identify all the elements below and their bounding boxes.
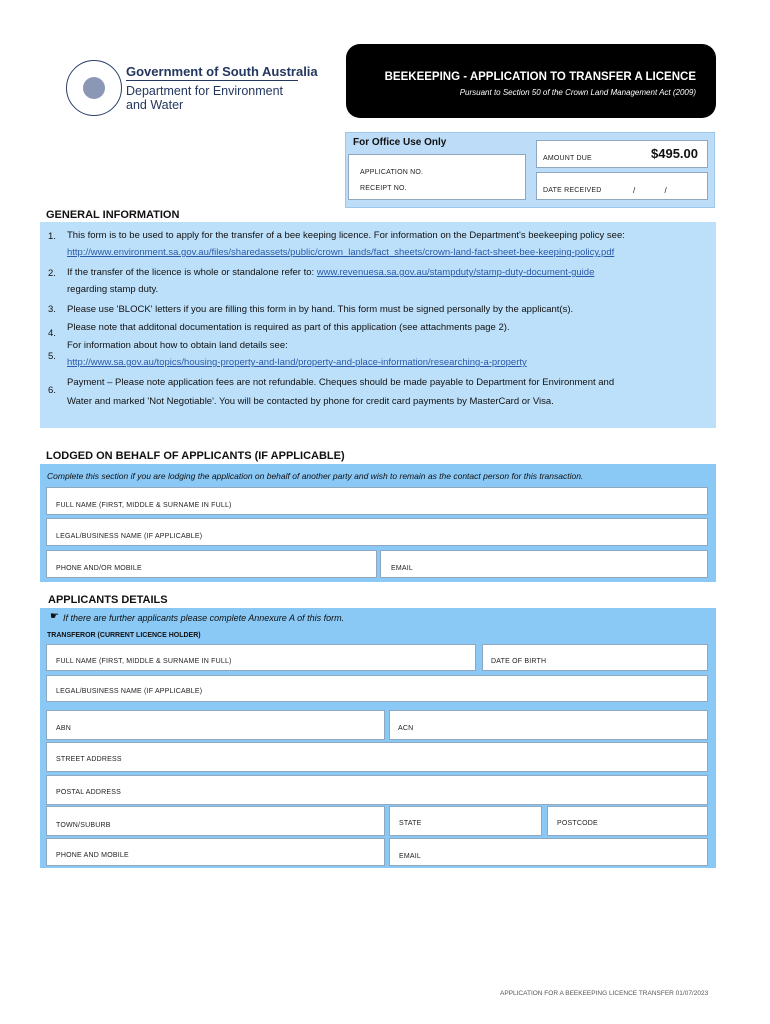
date-separators: / /	[633, 186, 667, 195]
item-text: Payment – Please note application fees are not refundable. Cheques should be made payable to Department for Environment and	[67, 377, 615, 388]
postal-address-label: POSTAL ADDRESS	[56, 789, 122, 796]
town-suburb-field[interactable]	[46, 806, 385, 836]
item-text: For information about how to obtain land details see:	[67, 340, 288, 351]
acn-label: ACN	[398, 725, 414, 732]
abn-label: ABN	[56, 725, 71, 732]
applicants-section-title: APPLICANTS DETAILS	[48, 594, 168, 606]
lodged-business-field[interactable]	[46, 518, 708, 546]
town-suburb-label: TOWN/SUBURB	[56, 822, 111, 829]
lodged-phone-label: PHONE AND/OR MOBILE	[56, 565, 142, 572]
item-number: 6.	[48, 385, 56, 396]
item-text-continued: Water and marked 'Not Negotiable'. You will be contacted by phone for credit card payments by MasterCard or Visa.	[67, 396, 554, 407]
street-address-label: STREET ADDRESS	[56, 756, 122, 763]
general-item-5	[67, 337, 527, 371]
lodged-section-title: LODGED ON BEHALF OF APPLICANTS (IF APPLICABLE)	[46, 450, 345, 462]
item-number: 5.	[48, 351, 56, 362]
acn-field[interactable]	[389, 710, 708, 740]
item-number: 4.	[48, 328, 56, 339]
general-item-1	[67, 227, 625, 261]
postal-address-field[interactable]	[46, 775, 708, 805]
transferor-email-field[interactable]	[389, 838, 708, 866]
date-received-label: DATE RECEIVED	[543, 187, 602, 194]
general-item-4: Please note that additonal documentation is required as part of this application (see attachments page 2).	[67, 322, 510, 333]
abn-field[interactable]	[46, 710, 385, 740]
land-details-link[interactable]: http://www.sa.gov.au/topics/housing-property-and-land/property-and-place-information/researching-a-property	[67, 357, 527, 368]
government-name: Government of South Australia	[126, 64, 318, 79]
lodged-full-name-label: FULL NAME (FIRST, MIDDLE & SURNAME IN FULL)	[56, 502, 232, 509]
stamp-duty-link[interactable]: www.revenuesa.sa.gov.au/stampduty/stamp-duty-document-guide	[316, 267, 595, 278]
general-item-3: Please use 'BLOCK' letters if you are filling this form in by hand. This form must be signed personally by the applicant(s).	[67, 304, 574, 315]
department-line-1: Department for Environment	[126, 84, 284, 98]
application-no-label: APPLICATION NO.	[360, 169, 424, 176]
transferor-heading: TRANSFEROR (CURRENT LICENCE HOLDER)	[47, 632, 201, 639]
page-footer: APPLICATION FOR A BEEKEEPING LICENCE TRANSFER 01/07/2023	[500, 990, 709, 997]
divider	[126, 80, 298, 81]
state-label: STATE	[399, 820, 422, 827]
date-received-field[interactable]	[536, 172, 708, 200]
office-use-title: For Office Use Only	[353, 137, 447, 148]
lodged-intro: Complete this section if you are lodging the application on behalf of another party and wish to remain as the contact person for this transaction.	[47, 471, 584, 481]
general-info-title: GENERAL INFORMATION	[46, 209, 180, 221]
applicants-intro: If there are further applicants please complete Annexure A of this form.	[63, 613, 345, 623]
item-text: This form is to be used to apply for the transfer of a bee keeping licence. For information on the Department's beekeeping policy see:	[67, 230, 625, 241]
lodged-phone-field[interactable]	[46, 550, 377, 578]
transferor-email-label: EMAIL	[399, 853, 422, 860]
form-subtitle: Pursuant to Section 50 of the Crown Land Management Act (2009)	[459, 88, 696, 97]
policy-link[interactable]: http://www.environment.sa.gov.au/files/sharedassets/public/crown_lands/fact_sheets/crown-land-fact-sheet-bee-keeping-policy.pdf	[67, 247, 615, 258]
transferor-phone-label: PHONE AND MOBILE	[56, 852, 129, 859]
lodged-email-label: EMAIL	[391, 565, 414, 572]
transferor-business-label: LEGAL/BUSINESS NAME (IF APPLICABLE)	[56, 688, 203, 695]
pointer-icon: ☛	[50, 611, 59, 622]
item-text-continued: regarding stamp duty.	[67, 284, 159, 295]
general-item-6	[67, 373, 614, 411]
lodged-email-field[interactable]	[380, 550, 708, 578]
amount-due-value: $495.00	[651, 146, 698, 161]
application-receipt-field[interactable]	[348, 154, 526, 200]
lodged-full-name-field[interactable]	[46, 487, 708, 515]
item-number: 1.	[48, 231, 56, 242]
street-address-field[interactable]	[46, 742, 708, 772]
transferor-full-name-label: FULL NAME (FIRST, MIDDLE & SURNAME IN FULL)	[56, 658, 232, 665]
item-text: If the transfer of the licence is whole or standalone refer to:	[67, 267, 315, 278]
lodged-business-label: LEGAL/BUSINESS NAME (IF APPLICABLE)	[56, 533, 203, 540]
item-number: 2.	[48, 268, 56, 279]
postcode-label: POSTCODE	[557, 820, 598, 827]
amount-due-label: AMOUNT DUE	[543, 155, 592, 162]
department-name	[126, 84, 283, 112]
sa-government-logo	[66, 60, 122, 116]
general-item-2	[67, 264, 594, 298]
item-number: 3.	[48, 304, 56, 315]
department-line-2: and Water	[126, 98, 184, 112]
form-title: BEEKEEPING - APPLICATION TO TRANSFER A LICENCE	[384, 71, 696, 83]
date-of-birth-label: DATE OF BIRTH	[491, 658, 547, 665]
receipt-no-label: RECEIPT NO.	[360, 185, 407, 192]
